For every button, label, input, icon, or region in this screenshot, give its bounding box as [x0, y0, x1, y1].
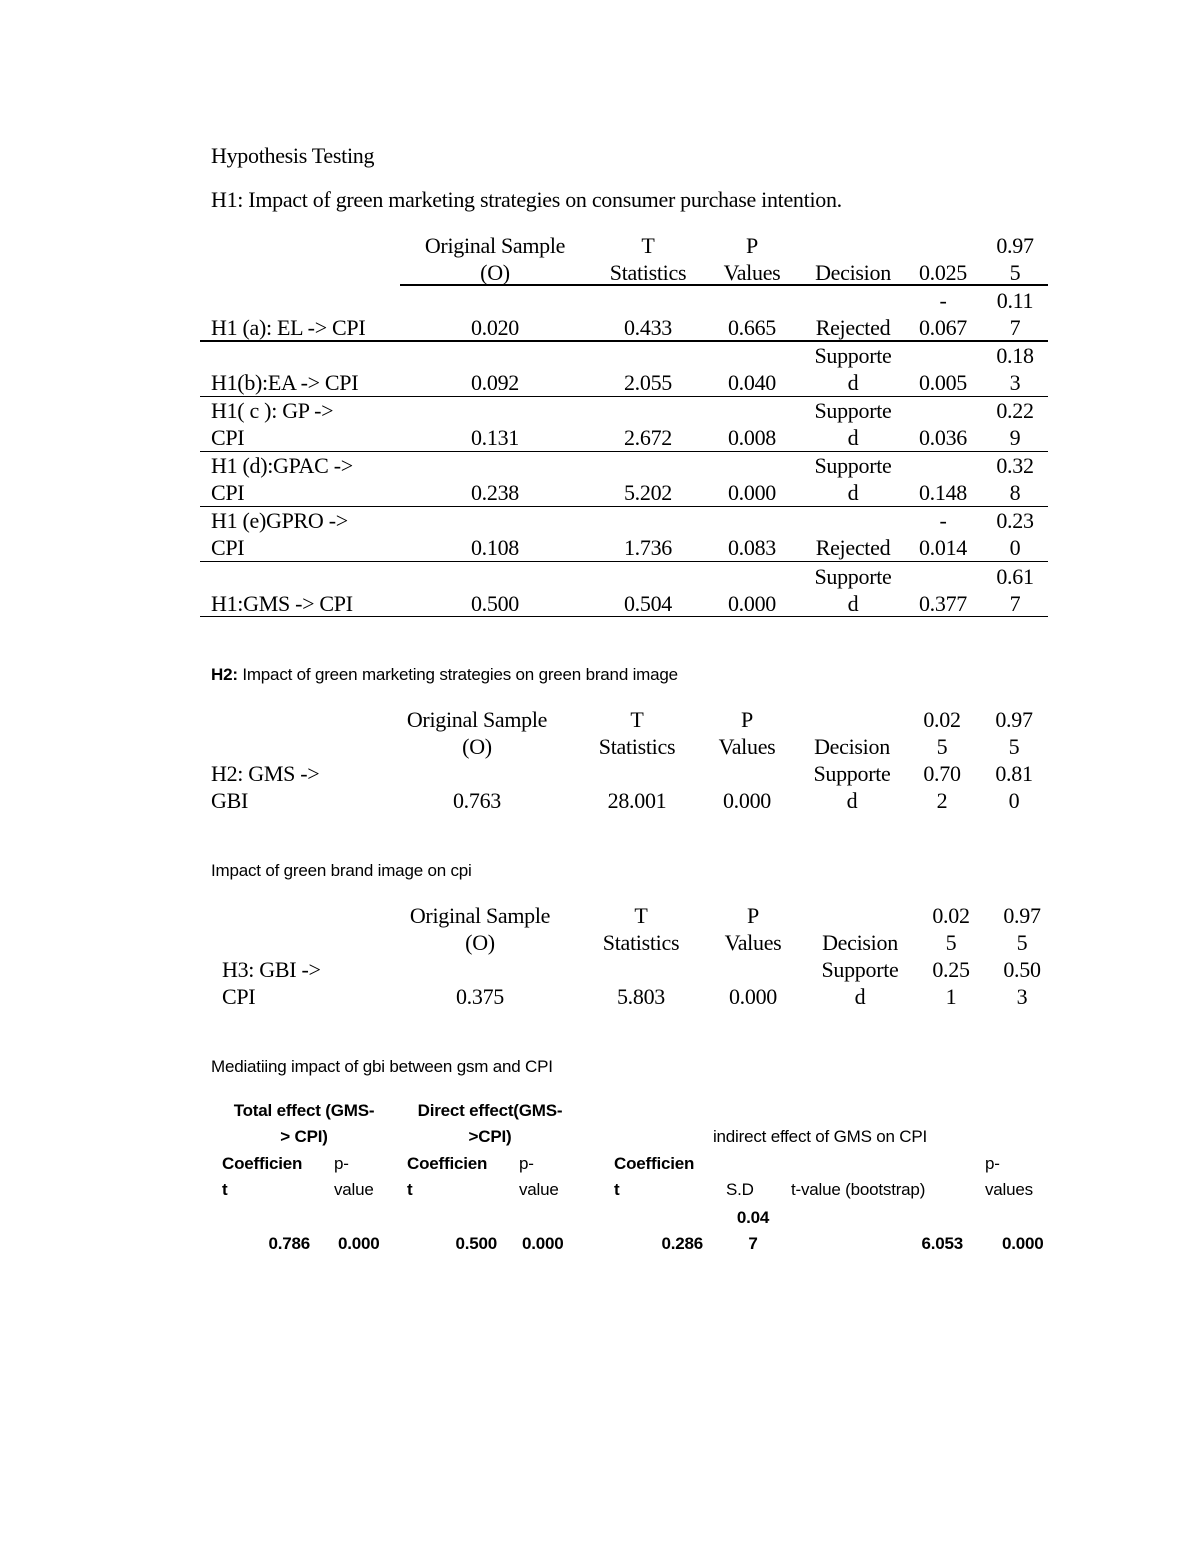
h1-row-gms-q975-1: 0.61	[996, 564, 1034, 589]
h1-row-e-t: 1.736	[623, 535, 672, 560]
h3-row-q975-2: 3	[1016, 984, 1028, 1009]
h1-row-rule	[200, 561, 1048, 562]
h3-row-o: 0.375	[455, 984, 504, 1009]
h2-row-o: 0.763	[452, 788, 501, 813]
tval-value: 6.053	[921, 1234, 963, 1253]
h3-row-q025-1: 0.25	[932, 957, 970, 982]
h2-header-t-2: Statistics	[598, 734, 676, 759]
coef1-header-1: Coefficien	[222, 1154, 303, 1173]
h1-row-b-label: H1(b):EA -> CPI	[211, 370, 359, 395]
coef2-value: 0.500	[455, 1234, 497, 1253]
p1-value: 0.000	[338, 1234, 380, 1253]
total-effect-header-2: > CPI)	[280, 1127, 328, 1146]
h1-row-gms-o: 0.500	[470, 591, 519, 616]
h3-row-label-1: H3: GBI ->	[222, 957, 321, 982]
coef1-value: 0.786	[268, 1234, 310, 1253]
direct-effect-header-2: >CPI)	[468, 1127, 512, 1146]
h1-row-a-q975-2: 7	[1009, 315, 1021, 340]
sd-value-1: 0.04	[736, 1208, 770, 1227]
h1-row-d-decision-1: Supporte	[814, 453, 892, 478]
h2-header-q025-2: 5	[936, 734, 948, 759]
h1-row-d-q025: 0.148	[918, 480, 967, 505]
h1-header-original-sample-1: Original Sample	[424, 233, 566, 258]
h1-row-d-o: 0.238	[470, 480, 519, 505]
h1-row-e-label-1: H1 (e)GPRO ->	[211, 508, 348, 533]
tval-header: t-value (bootstrap)	[791, 1180, 926, 1199]
total-effect-header-1: Total effect (GMS-	[233, 1101, 375, 1120]
h1-row-c-t: 2.672	[623, 425, 672, 450]
h1-row-c-q975-2: 9	[1009, 425, 1021, 450]
h2-row-q025-1: 0.70	[923, 761, 961, 786]
h3-header-q025-2: 5	[945, 930, 957, 955]
h2-header-original-sample-2: (O)	[462, 734, 492, 759]
h1-row-c-p: 0.008	[727, 425, 776, 450]
h2-row-decision-1: Supporte	[813, 761, 891, 786]
h1-heading: H1: Impact of green marketing strategies on consumer purchase intention.	[211, 187, 842, 212]
h1-header-t-2: Statistics	[609, 260, 687, 285]
coef2-header-1: Coefficien	[407, 1154, 488, 1173]
h3-header-original-sample-2: (O)	[465, 930, 495, 955]
h3-header-t-2: Statistics	[602, 930, 680, 955]
h1-row-b-q975-1: 0.18	[996, 343, 1034, 368]
h1-row-a-decision: Rejected	[815, 315, 891, 340]
p1-header-1: p-	[334, 1154, 349, 1173]
h1-row-gms-label: H1:GMS -> CPI	[211, 591, 353, 616]
h3-header-q975-1: 0.97	[1003, 903, 1041, 928]
h1-row-d-q975-2: 8	[1009, 480, 1021, 505]
h1-row-b-t: 2.055	[623, 370, 672, 395]
h2-row-p: 0.000	[722, 788, 771, 813]
h2-row-t: 28.001	[607, 788, 667, 813]
h3-header-p-1: P	[747, 903, 759, 928]
h1-row-a-q025-2: 0.067	[918, 315, 967, 340]
h1-row-rule	[200, 340, 1048, 342]
h1-row-gms-t: 0.504	[623, 591, 672, 616]
h1-row-e-q975-1: 0.23	[996, 508, 1034, 533]
h1-row-e-p: 0.083	[727, 535, 776, 560]
h1-row-d-p: 0.000	[727, 480, 776, 505]
h2-header-original-sample-1: Original Sample	[406, 707, 548, 732]
h3-header-p-2: Values	[724, 930, 782, 955]
h3-header-q975-2: 5	[1016, 930, 1028, 955]
h3-row-decision-1: Supporte	[821, 957, 899, 982]
h1-row-a-t: 0.433	[623, 315, 672, 340]
h1-row-e-o: 0.108	[470, 535, 519, 560]
indirect-effect-header: indirect effect of GMS on CPI	[712, 1127, 928, 1146]
h1-row-e-q025-1: -	[939, 508, 947, 533]
h1-row-e-q025-2: 0.014	[918, 535, 967, 560]
p2-value: 0.000	[522, 1234, 564, 1253]
h2-header-decision: Decision	[814, 734, 890, 759]
h2-heading-bold: H2:	[211, 665, 238, 684]
h1-header-original-sample-2: (O)	[480, 260, 510, 285]
h1-row-gms-q025: 0.377	[918, 591, 967, 616]
h3-row-decision-2: d	[854, 984, 866, 1009]
h1-row-a-p: 0.665	[727, 315, 776, 340]
h1-row-gms-q975-2: 7	[1009, 591, 1021, 616]
h1-row-b-decision-2: d	[847, 370, 859, 395]
h3-heading: Impact of green brand image on cpi	[211, 861, 472, 880]
h1-header-p-2: Values	[723, 260, 781, 285]
h1-row-b-decision-1: Supporte	[814, 343, 892, 368]
h1-row-c-q975-1: 0.22	[996, 398, 1034, 423]
h2-header-q975-2: 5	[1008, 734, 1020, 759]
h1-header-p-1: P	[746, 233, 758, 258]
h2-row-q975-1: 0.81	[995, 761, 1033, 786]
h3-row-label-2: CPI	[222, 984, 256, 1009]
h1-row-a-o: 0.020	[470, 315, 519, 340]
h1-row-gms-p: 0.000	[727, 591, 776, 616]
h2-header-q025-1: 0.02	[923, 707, 961, 732]
h1-row-e-q975-2: 0	[1009, 535, 1021, 560]
p3-value: 0.000	[1002, 1234, 1044, 1253]
h1-row-c-o: 0.131	[470, 425, 519, 450]
coef2-header-2: t	[407, 1180, 413, 1199]
page-title: Hypothesis Testing	[211, 143, 375, 168]
h2-header-q975-1: 0.97	[995, 707, 1033, 732]
h1-row-d-q975-1: 0.32	[996, 453, 1034, 478]
p3-header-1: p-	[985, 1154, 1000, 1173]
h1-bottom-rule	[200, 616, 1048, 617]
h1-row-c-label-1: H1( c ): GP ->	[211, 398, 334, 423]
h1-header-decision: Decision	[815, 260, 891, 285]
h3-row-q025-2: 1	[945, 984, 957, 1009]
h1-header-t-1: T	[641, 233, 655, 258]
h2-row-label-2: GBI	[211, 788, 248, 813]
h1-row-d-t: 5.202	[623, 480, 672, 505]
h1-row-gms-decision-1: Supporte	[814, 564, 892, 589]
h1-row-c-label-2: CPI	[211, 425, 245, 450]
h3-header-q025-1: 0.02	[932, 903, 970, 928]
h2-header-p-1: P	[741, 707, 753, 732]
h1-row-b-q025: 0.005	[918, 370, 967, 395]
p3-header-2: values	[985, 1180, 1033, 1199]
h1-row-d-decision-2: d	[847, 480, 859, 505]
h1-row-c-decision-2: d	[847, 425, 859, 450]
h2-row-q975-2: 0	[1008, 788, 1020, 813]
h3-header-decision: Decision	[822, 930, 898, 955]
sd-value-2: 7	[748, 1234, 758, 1253]
h2-header-t-1: T	[630, 707, 644, 732]
mediation-heading: Mediatiing impact of gbi between gsm and CPI	[211, 1057, 553, 1076]
h2-row-q025-2: 2	[936, 788, 948, 813]
h1-header-rule	[400, 284, 1048, 286]
h2-row-decision-2: d	[846, 788, 858, 813]
h1-row-a-q025-1: -	[939, 288, 947, 313]
coef1-header-2: t	[222, 1180, 228, 1199]
sd-header: S.D	[726, 1180, 754, 1199]
h1-header-q025: 0.025	[918, 260, 967, 285]
h1-row-b-q975-2: 3	[1009, 370, 1021, 395]
h3-row-q975-1: 0.50	[1003, 957, 1041, 982]
h1-header-q975-1: 0.97	[996, 233, 1034, 258]
h1-row-c-q025: 0.036	[918, 425, 967, 450]
p2-header-1: p-	[519, 1154, 534, 1173]
h1-row-b-o: 0.092	[470, 370, 519, 395]
h3-row-t: 5.803	[616, 984, 665, 1009]
direct-effect-header-1: Direct effect(GMS-	[417, 1101, 563, 1120]
coef3-value: 0.286	[661, 1234, 703, 1253]
coef3-header-2: t	[614, 1180, 620, 1199]
h1-row-e-decision: Rejected	[815, 535, 891, 560]
h2-heading	[211, 665, 678, 685]
h2-header-p-2: Values	[718, 734, 776, 759]
h3-row-p: 0.000	[728, 984, 777, 1009]
h1-header-q975-2: 5	[1009, 260, 1021, 285]
h1-row-c-decision-1: Supporte	[814, 398, 892, 423]
h1-row-b-p: 0.040	[727, 370, 776, 395]
h3-header-t-1: T	[634, 903, 648, 928]
h1-row-e-label-2: CPI	[211, 535, 245, 560]
p2-header-2: value	[519, 1180, 559, 1199]
p1-header-2: value	[334, 1180, 374, 1199]
h1-row-d-label-1: H1 (d):GPAC ->	[211, 453, 353, 478]
h1-row-a-q975-1: 0.11	[996, 288, 1034, 313]
h3-header-original-sample-1: Original Sample	[409, 903, 551, 928]
coef3-header-1: Coefficien	[614, 1154, 695, 1173]
h2-heading-rest: Impact of green marketing strategies on green brand image	[237, 665, 678, 684]
h1-row-a-label: H1 (a): EL -> CPI	[211, 315, 366, 340]
h1-row-d-label-2: CPI	[211, 480, 245, 505]
h2-row-label-1: H2: GMS ->	[211, 761, 320, 786]
h1-row-gms-decision-2: d	[847, 591, 859, 616]
